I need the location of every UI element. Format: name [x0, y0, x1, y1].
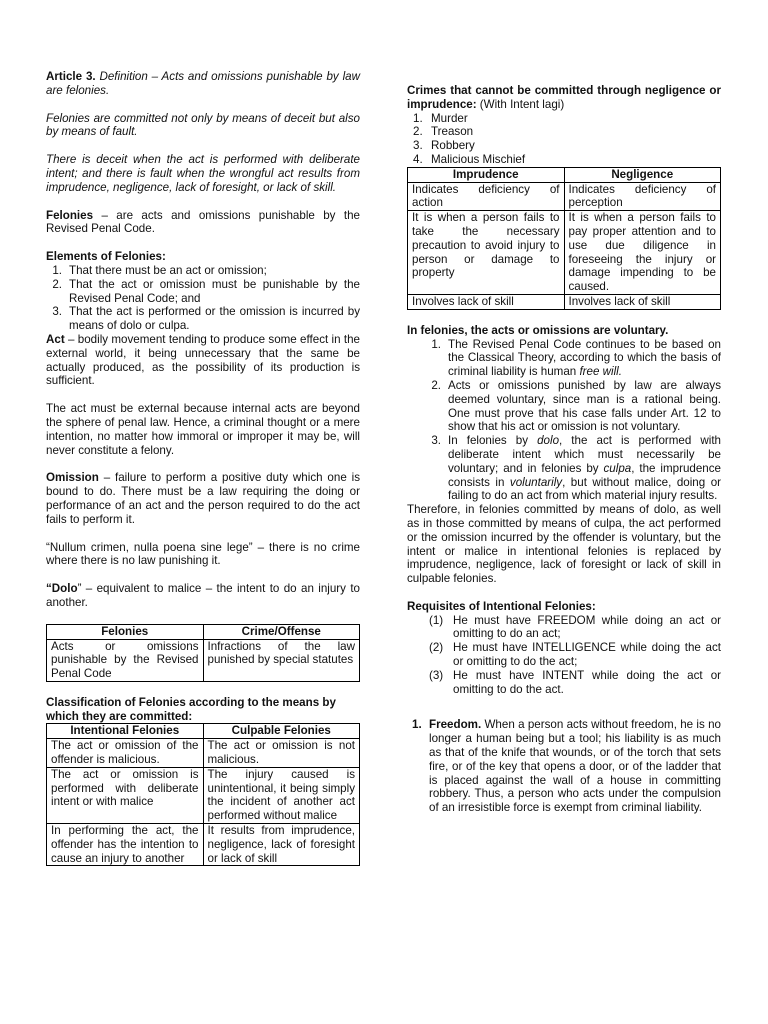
list-item: 3. In felonies by dolo, the act is performed with deliberate intent which must necessarily be voluntary; and in felonies by culpa, the imprudence consists in voluntarily, but without malice, doing or failing to do an act from which material injury results.	[431, 434, 721, 503]
list-item: 1. That there must be an act or omission;	[52, 263, 267, 277]
crimes-heading: Crimes that cannot be committed through negligence or imprudence:	[407, 84, 721, 111]
deceit-fault-paragraph: Felonies are committed not only by means of deceit but also by means of fault.	[46, 111, 360, 139]
crimes-list	[407, 112, 721, 167]
act-term: Act	[46, 332, 65, 346]
requisites-heading: Requisites of Intentional Felonies:	[407, 599, 596, 613]
table-header: Intentional Felonies	[47, 724, 204, 739]
classification-heading: Classification of Felonies according to the means by which they are committed:	[46, 695, 336, 723]
list-item: 1. The Revised Penal Code continues to be based on the Classical Theory, according to which the basis of criminal liability is human free will.	[431, 337, 721, 379]
nullum-crimen-paragraph: “Nullum crimen, nulla poena sine lege” – there is no crime where there is no law punishing it.	[46, 540, 360, 568]
felonies-def-text: – are acts and omissions punishable by the Revised Penal Code.	[46, 208, 360, 236]
left-column	[46, 70, 360, 866]
voluntary-heading: In felonies, the acts or omissions are voluntary.	[407, 323, 669, 337]
list-item: (1) He must have FREEDOM while doing an act or omitting to do an act;	[429, 613, 721, 641]
list-item: 1. Murder	[413, 111, 468, 125]
dolo-term: “Dolo	[46, 582, 78, 596]
requisites-list	[407, 614, 721, 697]
table-row: Acts or omissions punishable by the Revised Penal Code Infractions of the law punished by special statutes	[47, 639, 360, 681]
voluntary-list	[407, 338, 721, 504]
elements-list	[46, 264, 360, 333]
dolo-definition: “Dolo” – equivalent to malice – the intent to do an injury to another.	[46, 582, 360, 609]
elements-heading: Elements of Felonies:	[46, 250, 166, 264]
list-item: 3. That the act is performed or the omission is incurred by means of dolo or culpa.	[52, 305, 360, 333]
act-definition: Act – bodily movement tending to produce some effect in the external world, it being unnecessary that the same be actually produced, as the possibility of its production is sufficient.	[46, 332, 360, 388]
table-header: Culpable Felonies	[203, 724, 360, 739]
table-row: Involves lack of skill Involves lack of skill	[408, 294, 721, 309]
article-label: Article 3.	[46, 70, 96, 83]
list-item: 4. Malicious Mischief	[413, 152, 526, 166]
table-header: Crime/Offense	[203, 624, 360, 639]
list-item: 1. Freedom. When a person acts without freedom, he is no longer a human being but a tool; his liability is as much as that of the knife that wounds, or of the torch that sets fire, or of the key that opens a door, or of the ladder that is placed against the wall of a house in committing robbery. Thus, a person who acts under the compulsion of an irresistible force is exempt from criminal liability.	[412, 718, 721, 815]
list-item: 2. Acts or omissions punished by law are always deemed voluntary, since man is a rational being. One must prove that his case falls under Art. 12 to show that his act or omission is not voluntary.	[431, 378, 721, 434]
felonies-term: Felonies	[46, 208, 94, 222]
list-item: 2. That the act or omission must be punishable by the Revised Penal Code; and	[52, 277, 360, 305]
list-item: (2) He must have INTELLIGENCE while doing the act or omitting to do the act;	[429, 641, 721, 669]
table-row: Indicates deficiency of action Indicates deficiency of perception	[408, 182, 721, 211]
freedom-list	[407, 718, 721, 815]
omission-definition: Omission – failure to perform a positive duty which one is bound to do. There must be a law requiring the doing or performance of an act and the person required to do the act fails to perform it.	[46, 471, 360, 526]
table-header: Imprudence	[408, 167, 565, 182]
therefore-paragraph: Therefore, in felonies committed by means of dolo, as well as in those committed by means of culpa, the act performed or the omission incurred by the offender is voluntary, but the intent or malice in intentional felonies is replaced by imprudence, negligence, lack of foresight or lack of skill in culpable felonies.	[407, 503, 721, 586]
felonies-definition	[46, 209, 360, 237]
table-header: Negligence	[564, 167, 721, 182]
table-row: The act or omission of the offender is malicious. The act or omission is not malicious.	[47, 739, 360, 768]
omission-term: Omission	[46, 471, 99, 485]
list-item: 3. Robbery	[413, 139, 475, 153]
intentional-vs-culpable-table	[46, 723, 360, 866]
table-row: In performing the act, the offender has the intention to cause an injury to another It results from imprudence, negligence, lack of foresight or lack of skill	[47, 824, 360, 866]
list-item: 2. Treason	[413, 125, 474, 139]
right-column	[407, 84, 721, 815]
article-3-paragraph	[46, 70, 360, 98]
article-definition: Definition – Acts and omissions punishable by law are felonies.	[46, 70, 360, 97]
felonies-vs-crime-table	[46, 624, 360, 682]
table-row: The act or omission is performed with deliberate intent or with malice The injury caused is unintentional, it being simply the incident of another act performed without malice	[47, 767, 360, 823]
table-row: It is when a person fails to take the necessary precaution to avoid injury to person or damage to property It is when a person fails to pay proper attention and to use due diligence in foreseeing the injury or damage impending to be caused.	[408, 211, 721, 295]
crimes-note: (With Intent lagi)	[476, 97, 565, 111]
deceit-definition-paragraph: There is deceit when the act is performed with deliberate intent; and there is fault when the wrongful act results from imprudence, negligence, lack of foresight, or lack of skill.	[46, 153, 360, 194]
crimes-heading-paragraph	[407, 84, 721, 112]
imprudence-vs-negligence-table	[407, 167, 721, 310]
table-header: Felonies	[47, 624, 204, 639]
list-item: (3) He must have INTENT while doing the act or omitting to do the act.	[429, 668, 721, 696]
external-act-paragraph: The act must be external because internal acts are beyond the sphere of penal law. Hence, a criminal thought or a mere intention, no matter how immoral or improper it may be, will never constitute a felony.	[46, 402, 360, 457]
